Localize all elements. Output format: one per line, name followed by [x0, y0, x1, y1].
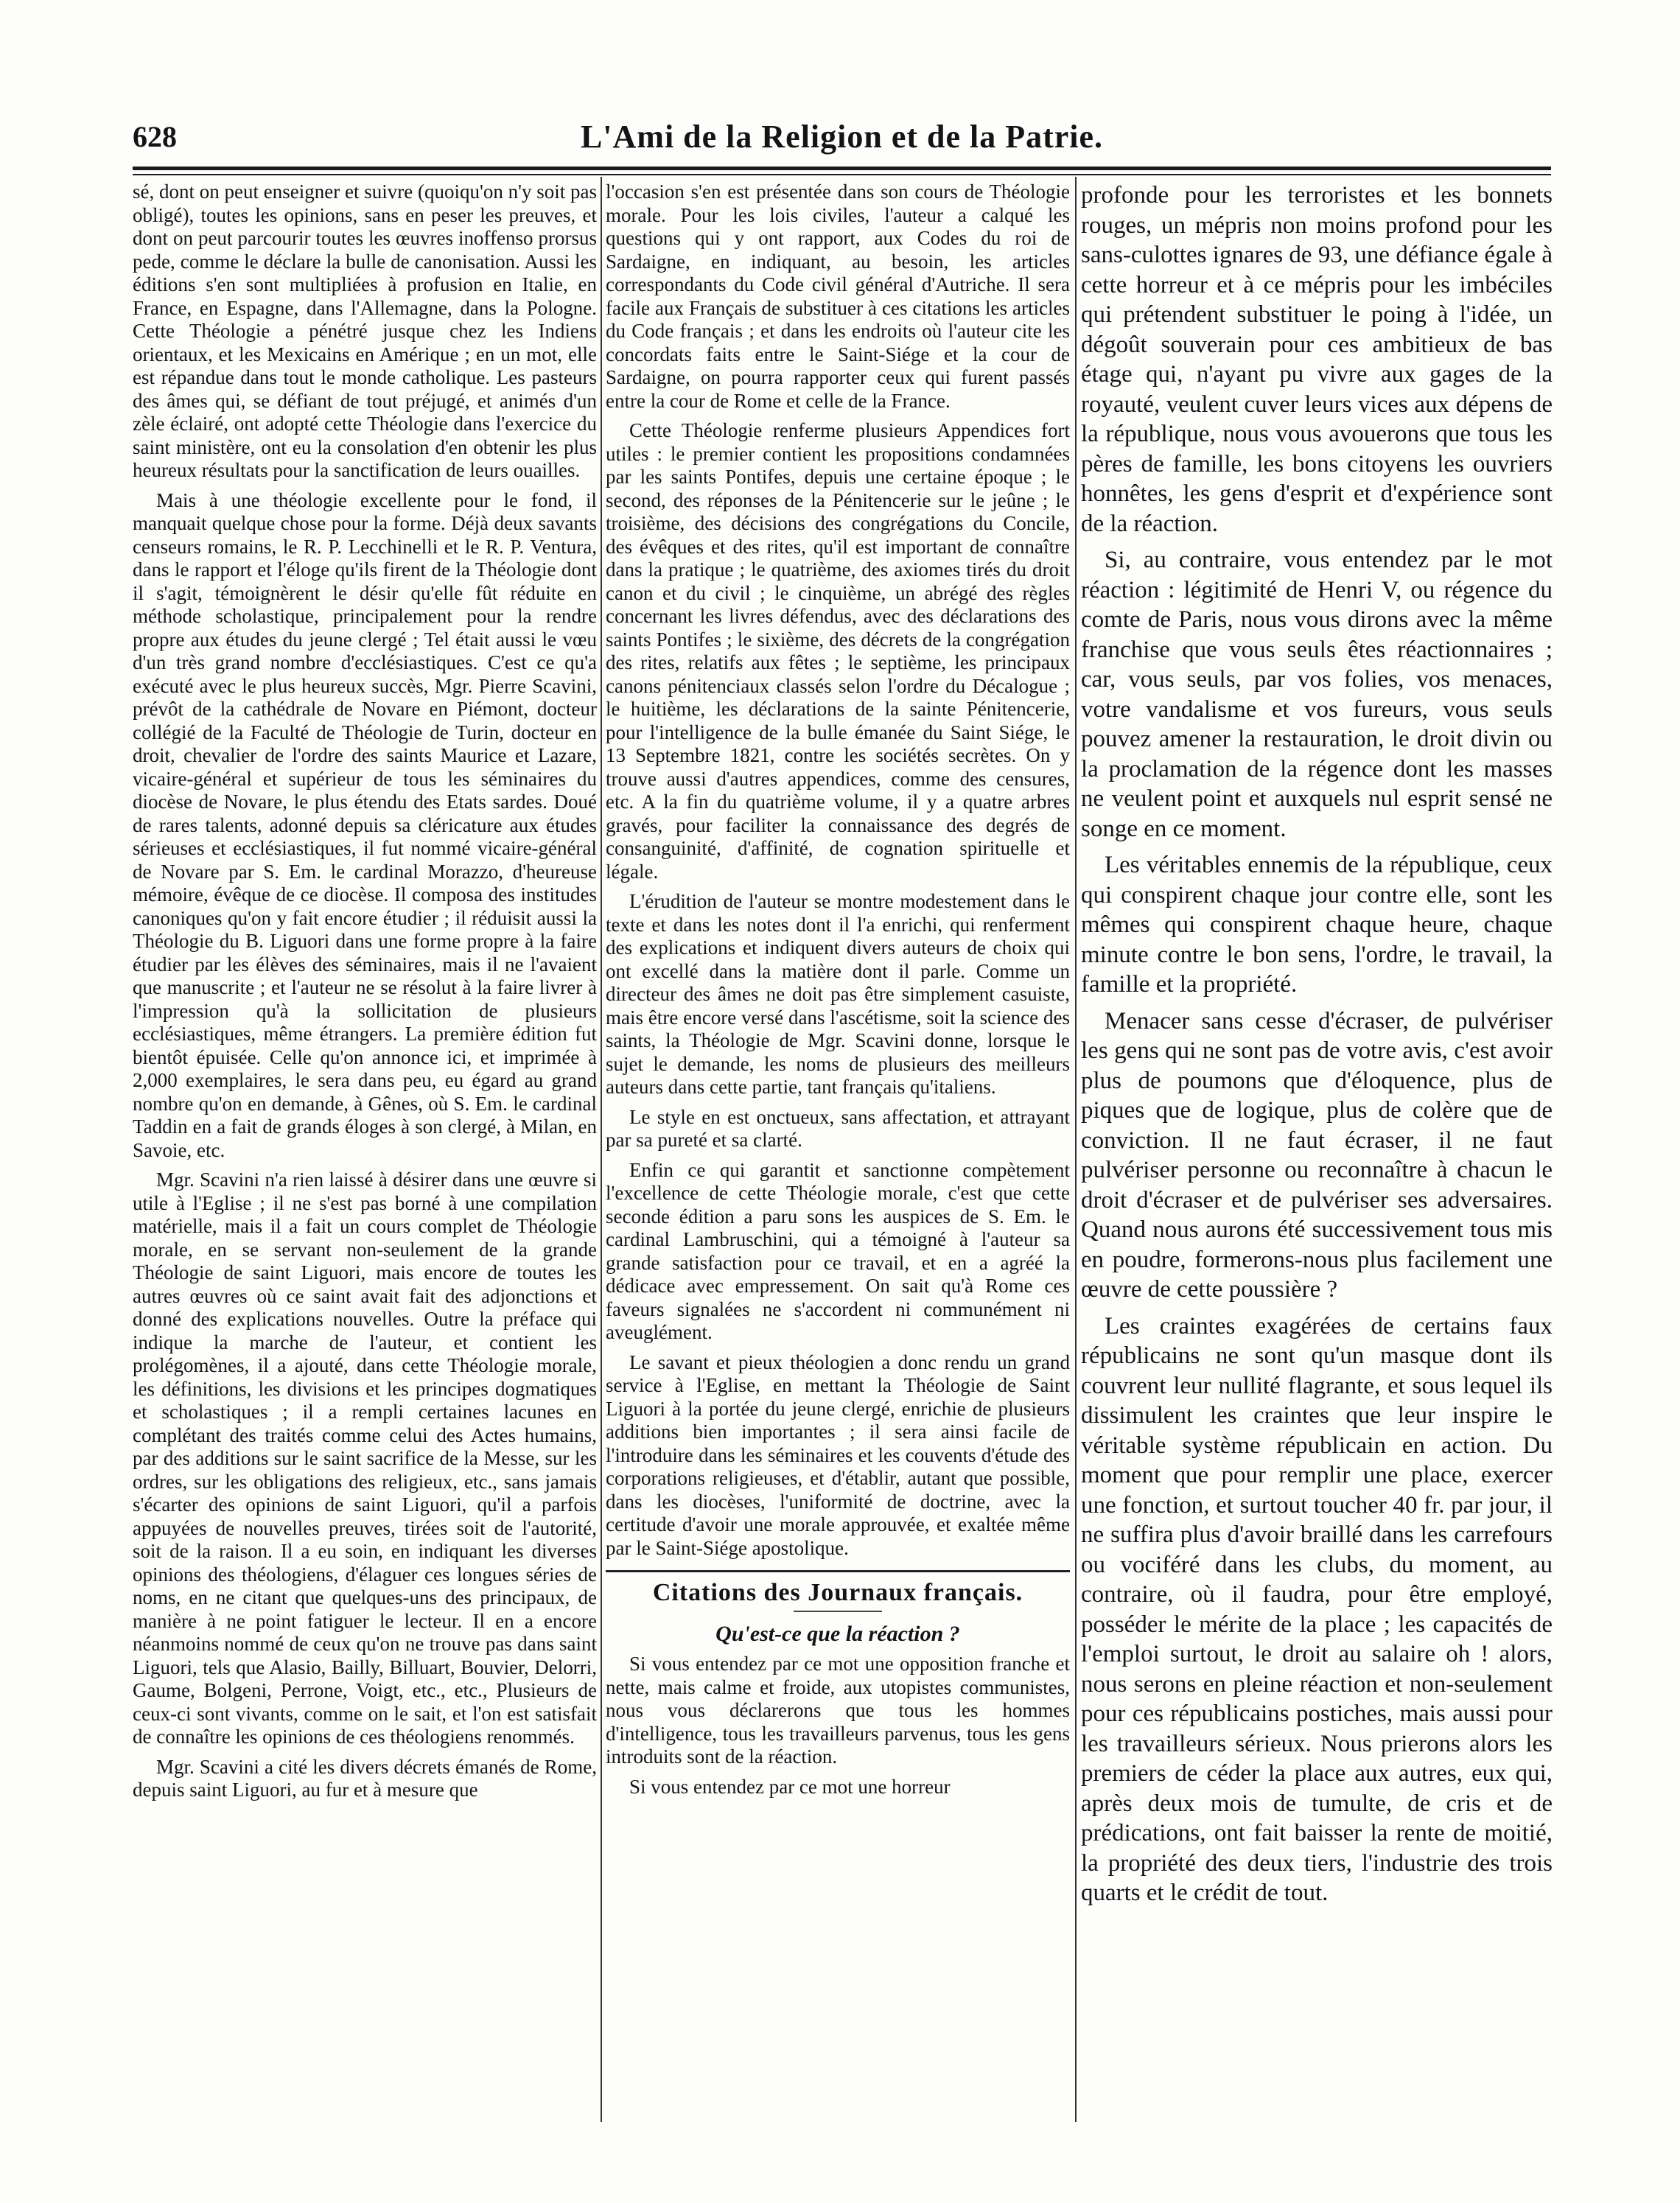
paragraph: Mgr. Scavini a cité les divers décrets émanés de Rome, depuis saint Liguori, au fur et à mesure que: [133, 1755, 597, 1801]
paragraph: Enfin ce qui garantit et sanctionne compètement l'excellence de cette Théologie morale, c'est que cette seconde édition a paru sons les auspices de S. Em. le cardinal Lambruschini, qui a témoigné à l'auteur sa grande satisfaction pour ce travail, et en a agréé la dédicace avec empressement. On sait qu'à Rome ces faveurs signalées ne s'accordent ni communément ni aveuglément.: [606, 1158, 1070, 1343]
paragraph: Le style en est onctueux, sans affectation, et attrayant par sa pureté et sa clarté.: [606, 1105, 1070, 1151]
paragraph: Si vous entendez par ce mot une horreur: [629, 1775, 951, 1798]
paragraph: Si vous entendez par ce mot une opposition franche et nette, mais calme et froide, aux utopistes communistes, nous vous déclarerons que tous les hommes d'intelligence, tous les travailleurs parvenus, tous les gens introduits sont de la réaction.: [606, 1653, 1070, 1768]
column-left: [133, 181, 597, 2133]
section-heading: Citations des Journaux français.: [606, 1570, 1070, 1605]
paragraph: Menacer sans cesse d'écraser, de pulvériser les gens qui ne sont pas de votre avis, c'est avoir plus de poumons que d'éloquence, plus de piques que de logique, plus de colère que de conviction. Il ne faut écraser, il ne faut pulvériser personne ou reconnaître à chacun le droit d'écraser et de pulvériser ses adversaires. Quand nous aurons été successivement tous mis en poudre, formerons-nous plus facilement une œuvre de cette poussière ?: [1081, 1007, 1553, 1303]
paragraph: Mgr. Scavini n'a rien laissé à désirer dans une œuvre si utile à l'Eglise ; il ne s'est pas borné à une compilation matérielle, mais il a fait un cours complet de Théologie morale, en se servant non-seulement de la grande Théologie de saint Liguori, mais encore de toutes les autres œuvres où ce saint avait fait des adjonctions et donné des explications nouvelles. Outre la préface qui indique la marche de l'auteur, et contient les prolégomènes, il a ajouté, dans cette Théologie morale, les définitions, les divisions et les principes dogmatiques et scholastiques ; il a rempli certaines lacunes en complétant des traités comme celui des Actes humains, par des additions sur le saint sacrifice de la Messe, sur les ordres, sur les obligations des religieux, etc., sans jamais s'écarter des opinions de saint Liguori, qu'il a parfois appuyées de nouvelles preuves, tirées soit de l'autorité, soit de la raison. Il a eu soin, en indiquant les diverses opinions des théologiens, d'élaguer ces longues séries de noms, en ne citant que quelques-uns des principaux, de manière à ne point fatiguer le lecteur. Il en a encore néanmoins nommé de ceux qu'on ne trouve pas dans saint Liguori, tels que Alasio, Bailly, Billuart, Bouvier, Delorri, Gaume, Bolgeni, Perrone, Voigt, etc., etc., Plusieurs de ceux-ci sont vivants, comme on le sait, et l'on est satisfait de connaître les opinions de ces théologiens renommés.: [133, 1169, 597, 1748]
paragraph: Si, au contraire, vous entendez par le mot réaction : légitimité de Henri V, ou régence du comte de Paris, nous vous dirons avec la même franchise que vous seuls êtes réactionnaires ; car, vous seuls, par vos folies, vos menaces, votre vandalisme et vos fureurs, vous seuls pouvez amener la restauration, le droit divin ou la proclamation de la régence dont les masses ne veulent point et auxquels nul esprit sensé ne songe en ce moment.: [1081, 547, 1553, 842]
paragraph: Les craintes exagérées de certains faux républicains ne sont qu'un masque dont ils couvrent leur nullité flagrante, et sous lequel ils dissimulent les craintes que leur inspire le véritable système républicain en action. Du moment que pour remplir une place, exercer une fonction, et surtout toucher 40 fr. par jour, il ne suffira plus d'avoir braillé dans les carrefours ou vociféré dans les clubs, du moment, au contraire, où il faudra, pour être employé, posséder le mérite de la place ; les capacités de l'emploi surtout, le droit au salaire oh ! alors, nous serons en pleine réaction et non-seulement pour ces républicains postiches, mais aussi pour les travailleurs sérieux. Nous prierons alors les premiers de céder la place aux autres, eux qui, après deux mois de tumulte, de cris et de prédications, ont fait baisser la rente de moitié, la propriété des deux tiers, l'industrie des trois quarts et le crédit de tout.: [1081, 1312, 1553, 1906]
ornament-divider: [794, 1611, 882, 1612]
page-header: [133, 111, 1551, 162]
journal-title: L'Ami de la Religion et de la Patrie.: [580, 119, 1104, 155]
page-number: 628: [133, 120, 177, 153]
article-title: Qu'est-ce que la réaction ?: [715, 1621, 960, 1646]
column-middle: [606, 181, 1070, 2133]
column-right: [1081, 181, 1553, 2133]
paragraph: profonde pour les terroristes et les bonnets rouges, un mépris non moins profond pour les sans-culottes ignares de 93, une défiance égale à cette horreur et à ce mépris pour les imbéciles qui prétendent substituer le poing à l'idée, un dégoût souverain pour ces ambitieux de bas étage qui, n'ayant pu vivre aux gages de la royauté, veulent cuver leurs vices aux dépens de la république, nous vous avouerons que tous les pères de famille, les bons citoyens les ouvriers honnêtes, les gens d'esprit et d'expérience sont de la réaction.: [1081, 182, 1553, 537]
paragraph: l'occasion s'en est présentée dans son cours de Théologie morale. Pour les lois civiles, l'auteur a calqué les questions qui y ont rapport, aux Codes du roi de Sardaigne, en indiquant, au besoin, les articles correspondants du Code civil général d'Autriche. Il sera facile aux Français de substituer à ces citations les articles du Code français ; et dans les endroits où l'auteur cite les concordats faits entre le Saint-Siége et la cour de Sardaigne, on pourra rapporter ceux qui furent passés entre la cour de Rome et celle de la France.: [606, 181, 1070, 412]
paragraph: Cette Théologie renferme plusieurs Appendices fort utiles : le premier contient les propositions condamnées par les saints Pontifes, depuis une certaine époque ; le second, des réponses de la Pénitencerie sur le jeûne ; le troisième, des décisions des congrégations du Concile, des évêques et des rites, qu'il est important de connaître dans la pratique ; le quatrième, des axiomes tirés du droit canon et du civil ; le cinquième, un abrégé des règles concernant les livres défendus, avec des déclarations des saints Pontifes ; le sixième, des décrets de la congrégation des rites, relatifs aux fêtes ; le septième, les principaux canons pénitenciaux classés selon l'ordre du Décalogue ; le huitième, les déclarations de la sainte Pénitencerie, pour l'intelligence de la bulle émanée du Saint Siége, le 13 Septembre 1821, contre les sociétés secrètes. On y trouve aussi d'autres appendices, comme des censures, etc. A la fin du quatrième volume, il y a quatre arbres gravés, pour faciliter la connaissance des degrés de consanguinité, d'affinité, de cognation spirituelle et légale.: [606, 419, 1070, 883]
paragraph: Mais à une théologie excellente pour le fond, il manquait quelque chose pour la forme. Déjà deux savants censeurs romains, le R. P. Lecchinelli et le R. P. Ventura, dans le rapport et l'éloge qu'ils firent de la Théologie dont il s'agit, témoignèrent le désir qu'elle fût réduite en méthode scholastique, principalement pour la rendre propre aux études du jeune clergé ; Tel était aussi le vœu d'un très grand nombre d'ecclésiastiques. C'est ce qu'a exécuté avec le plus heureux succès, Mgr. Pierre Scavini, prévôt de la cathédrale de Novare en Piémont, docteur collégié de la Faculté de Théologie de Turin, docteur en droit, chevalier de l'ordre des saints Maurice et Lazare, vicaire-général et supérieur de tous les séminaires du diocèse de Novare, le plus étendu des Etats sardes. Doué de rares talents, adonné depuis sa cléricature aux études sérieuses et ecclésiastiques, il fut nommé vicaire-général de Novare par S. Em. le cardinal Morazzo, d'heureuse mémoire, évêque de ce diocèse. Il composa des institudes canoniques qu'on y fait encore étudier ; il réduisit aussi la Théologie du B. Liguori dans une forme propre à la faire étudier par les élèves des séminaires, mais il ne l'avaient que manuscrite ; et l'auteur ne se résolut à la faire livrer à l'impression qu'à la sollicitation de plusieurs ecclésiastiques, même étrangers. La première édition fut bientôt épuisée. Celle qu'on annonce ici, et imprimée à 2,000 exemplaires, le sera dans peu, eu égard au grand nombre qu'on en demande, à Gênes, où S. Em. le cardinal Taddin en a fait de grands éloges à son clergé, à Milan, en Savoie, etc.: [133, 488, 597, 1161]
column-divider: [601, 177, 602, 2122]
header-rule-thick: [133, 167, 1551, 170]
header-rule-thin: [133, 174, 1551, 175]
column-divider: [1075, 177, 1077, 2122]
paragraph: Le savant et pieux théologien a donc rendu un grand service à l'Eglise, en mettant la Théologie de Saint Liguori à la portée du jeune clergé, enrichie de plusieurs additions bien importantes ; il sera ainsi facile de l'introduire dans les séminaires et les couvents d'étude des corporations religieuses, et d'établir, autant que possible, dans les diocèses, l'uniformité de doctrine, avec la certitude d'avoir une morale approuvée, et exaltée même par le Saint-Siége apostolique.: [606, 1351, 1070, 1559]
paragraph: sé, dont on peut enseigner et suivre (quoiqu'on n'y soit pas obligé), toutes les opinions, sans en peser les preuves, et dont on peut parcourir toutes les œuvres inoffenso prorsus pede, comme le déclare la bulle de canonisation. Aussi les éditions s'en sont multipliées à profusion en Italie, en France, en Espagne, dans l'Allemagne, dans la Pologne. Cette Théologie a pénétré jusque chez les Indiens orientaux, et les Mexicains en Amérique ; en un mot, elle est répandue dans tout le monde catholique. Les pasteurs des âmes qui, se défiant de tout préjugé, et animés d'un zèle éclairé, ont adopté cette Théologie dans l'exercice du saint ministère, ont eu la consolation d'en obtenir les plus heureux résultats pour la sanctification de leurs ouailles.: [133, 181, 597, 481]
paragraph: Les véritables ennemis de la république, ceux qui conspirent chaque jour contre elle, sont les mêmes qui conspirent chaque heure, chaque minute contre le bon sens, l'ordre, le travail, la famille et la propriété.: [1081, 852, 1553, 998]
paragraph: L'érudition de l'auteur se montre modestement dans le texte et dans les notes dont il l'a enrichi, qui renferment des explications et indiquent divers auteurs de choix qui ont excellé dans la matière dont il parle. Comme un directeur des âmes ne doit pas être simplement casuiste, mais être encore versé dans l'ascétisme, soit la science des saints, la Théologie de Mgr. Scavini donne, lorsque le sujet le demande, les noms de plusieurs des meilleurs auteurs dans cette partie, tant français qu'italiens.: [606, 890, 1070, 1098]
